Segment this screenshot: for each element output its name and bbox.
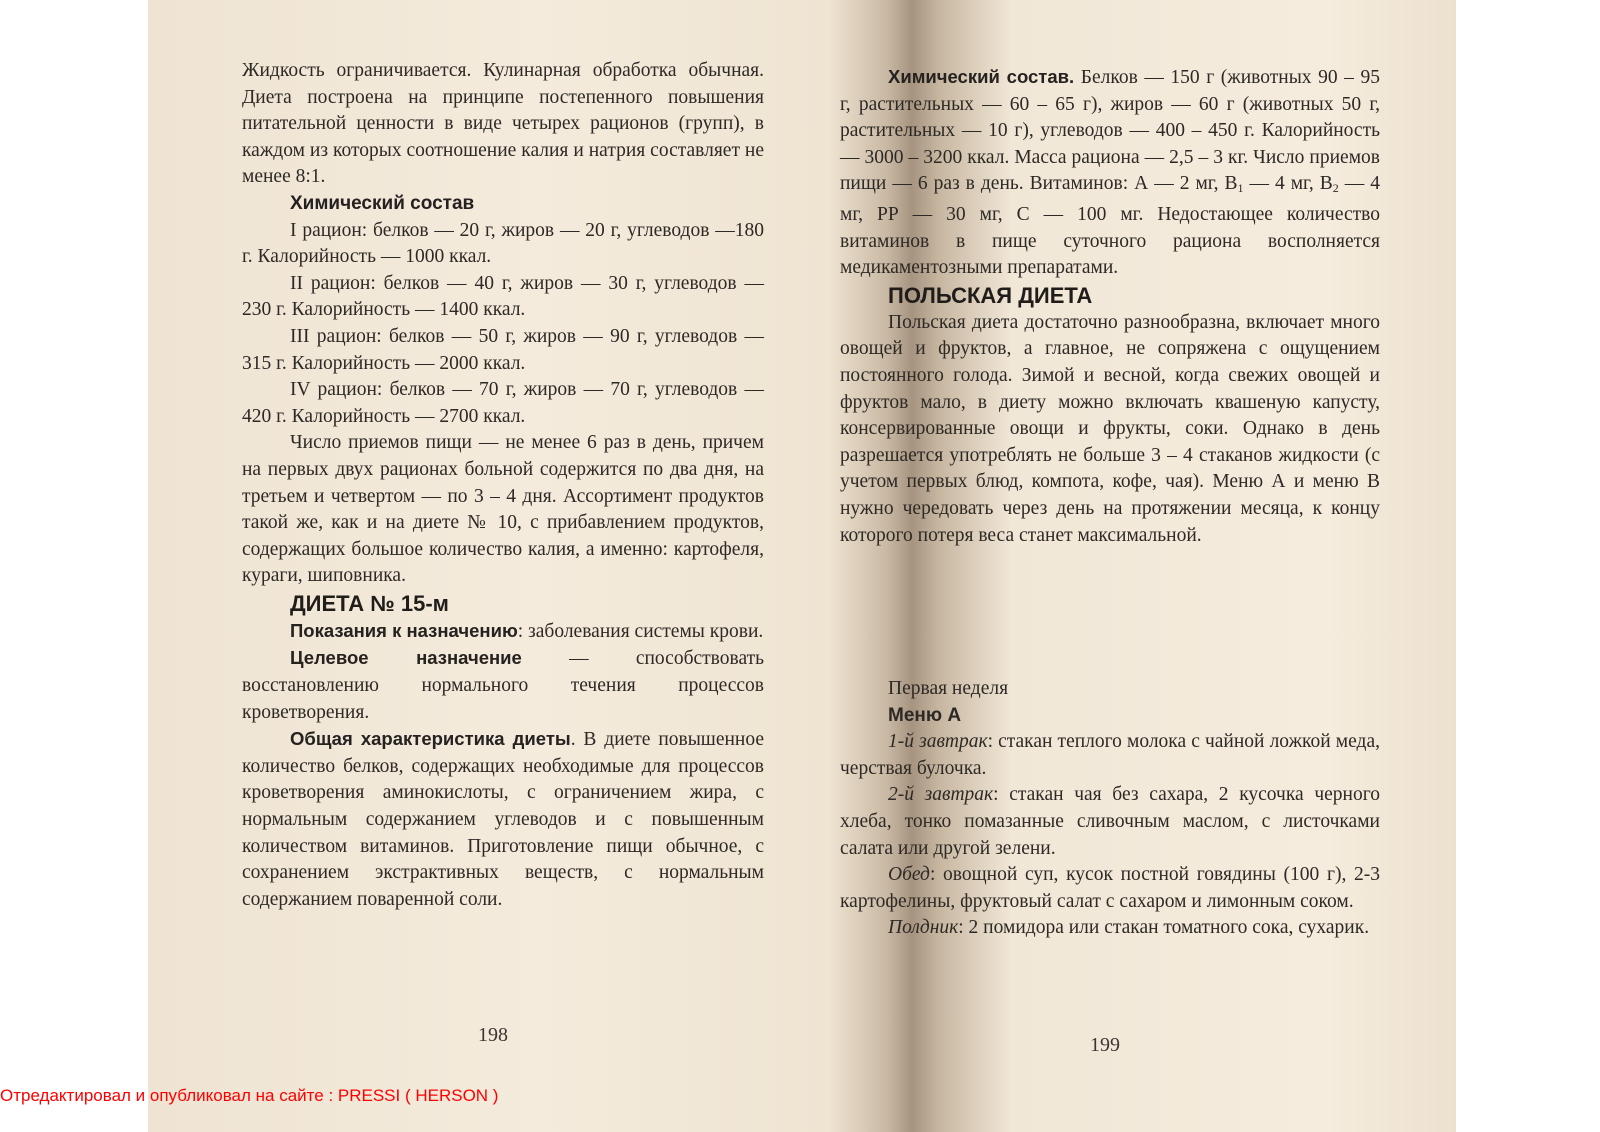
- publisher-credit: Отредактировал и опубликовал на сайте : PRESSI ( HERSON ): [0, 1086, 499, 1105]
- diet-15m-heading: ДИЕТА № 15-м: [290, 590, 449, 616]
- general-text: . В диете повышенное количество белков, содержащих необходимые для процессов кроветворения аминокислоты, с ограничением жира, с нормальным содержанием углеводов и с повышенным количеством витаминов. Приготовление пищи обычное, с сохранением экстрактивных веществ, с нормальным содержанием поваренной соли.: [242, 729, 764, 910]
- chem-text-part-3: — 4 мг, РР — 30 мг, С — 100 мг. Недостающее количество витаминов в пище суточного рациона восполняется медикаментозными препаратами.: [840, 173, 1380, 279]
- menu-section: [840, 676, 1380, 942]
- general-paragraph: [242, 726, 764, 913]
- purpose-label: Целевое назначение: [290, 647, 522, 669]
- general-label: Общая характеристика диеты: [290, 728, 571, 750]
- indications-paragraph: [242, 618, 764, 646]
- meal-name: Полдник: [888, 917, 959, 939]
- ration-4: IV рацион: белков — 70 г, жиров — 70 г, углеводов — 420 г. Калорийность — 2700 ккал.: [242, 379, 764, 427]
- intro-paragraph: Жидкость ограничивается. Кулинарная обработка обычная. Диета построена на принципе постепенного повышения питательной ценности в виде четырех рационов (групп), в каждом из которых соотношение калия и натрия составляет не менее 8:1.: [242, 60, 764, 188]
- chemical-composition-heading: Химический состав: [290, 192, 475, 214]
- meal-text: : 2 помидора или стакан томатного сока, сухарик.: [958, 917, 1370, 939]
- polish-diet-paragraph: Польская диета достаточно разнообразна, включает много овощей и фруктов, а главное, не сопряжена с ощущением постоянного голода. Зимой и весной, когда свежих овощей и фруктов мало, в диету можно включать квашеную капусту, консервированные овощи и фрукты, соки. Однако в день разрешается употреблять не больше 3 – 4 стаканов жидкости (с учетом первых блюд, компота, кофе, чая). Меню А и меню В нужно чередовать через день на протяжении месяца, к концу которого потеря веса станет максимальной.: [840, 311, 1380, 546]
- ration-1: I рацион: белков — 20 г, жиров — 20 г, углеводов —180 г. Калорийность — 1000 ккал.: [242, 219, 764, 268]
- left-page-text: [242, 58, 764, 913]
- polish-diet-heading: ПОЛЬСКАЯ ДИЕТА: [888, 282, 1093, 308]
- subscript-1: 1: [1237, 181, 1244, 196]
- meal-snack: [840, 915, 1380, 942]
- page-number-left: 198: [478, 1024, 508, 1046]
- purpose-paragraph: [242, 645, 764, 726]
- meal-name: 2-й завтрак: [888, 784, 994, 806]
- week-label: Первая неделя: [888, 678, 1009, 699]
- meal-name: 1-й завтрак: [888, 731, 988, 753]
- meal-lunch: [840, 862, 1380, 915]
- meal-text: : стакан чая без сахара, 2 кусочка черного хлеба, тонко помазанные сливочным маслом, с листочками салата или другой зелени.: [840, 784, 1380, 859]
- meal-breakfast-2: [840, 782, 1380, 862]
- ration-2: II рацион: белков — 40 г, жиров — 30 г, углеводов — 230 г. Калорийность — 1400 ккал.: [242, 272, 764, 321]
- meal-text: : стакан теплого молока с чайной ложкой меда, черствая булочка.: [840, 731, 1380, 779]
- meal-name: Обед: [888, 864, 930, 886]
- menu-a-label: Меню А: [888, 704, 962, 726]
- chem-composition-label: Химический состав.: [888, 66, 1075, 87]
- page-number-right: 199: [1090, 1034, 1120, 1056]
- meals-paragraph: Число приемов пищи — не менее 6 раз в день, причем на первых двух рационах больной содержится по два дня, на третьем и четвертом — по 3 – 4 дня. Ассортимент продуктов такой же, как и на диете № 10, с прибавлением продуктов, содержащих большое количество калия, а именно: картофеля, кураги, шиповника.: [242, 432, 764, 587]
- chem-composition-paragraph: [840, 64, 1380, 282]
- indications-text: : заболевания системы крови.: [517, 620, 764, 642]
- meal-text: : овощной суп, кусок постной говядины (100 г), 2-3 картофелины, фруктовый салат с сахаром и лимонным соком.: [840, 864, 1380, 912]
- right-page: [818, 0, 1456, 1132]
- chem-text-part-1: Белков — 150 г (животных 90 – 95 г, растительных — 60 – 65 г), жиров — 60 г (животных 50 г, растительных — 10 г), углеводов — 400 – 450 г. Калорийность — 3000 – 3200 ккал. Масса рациона — 2,5 – 3 кг. Число приемов пищи — 6 раз в день. Витаминов: А — 2 мг, В: [840, 67, 1380, 195]
- chem-text-part-2: — 4 мг, В: [1243, 173, 1333, 195]
- right-page-text: [840, 64, 1380, 549]
- purpose-text: — способствовать восстановлению нормального течения процессов кроветворения.: [242, 648, 765, 723]
- meal-breakfast-1: [840, 729, 1380, 782]
- ration-3: III рацион: белков — 50 г, жиров — 90 г, углеводов — 315 г. Калорийность — 2000 ккал.: [242, 325, 764, 374]
- subscript-2: 2: [1332, 181, 1339, 196]
- indications-label: Показания к назначению: [290, 619, 518, 641]
- left-page: [148, 0, 808, 1132]
